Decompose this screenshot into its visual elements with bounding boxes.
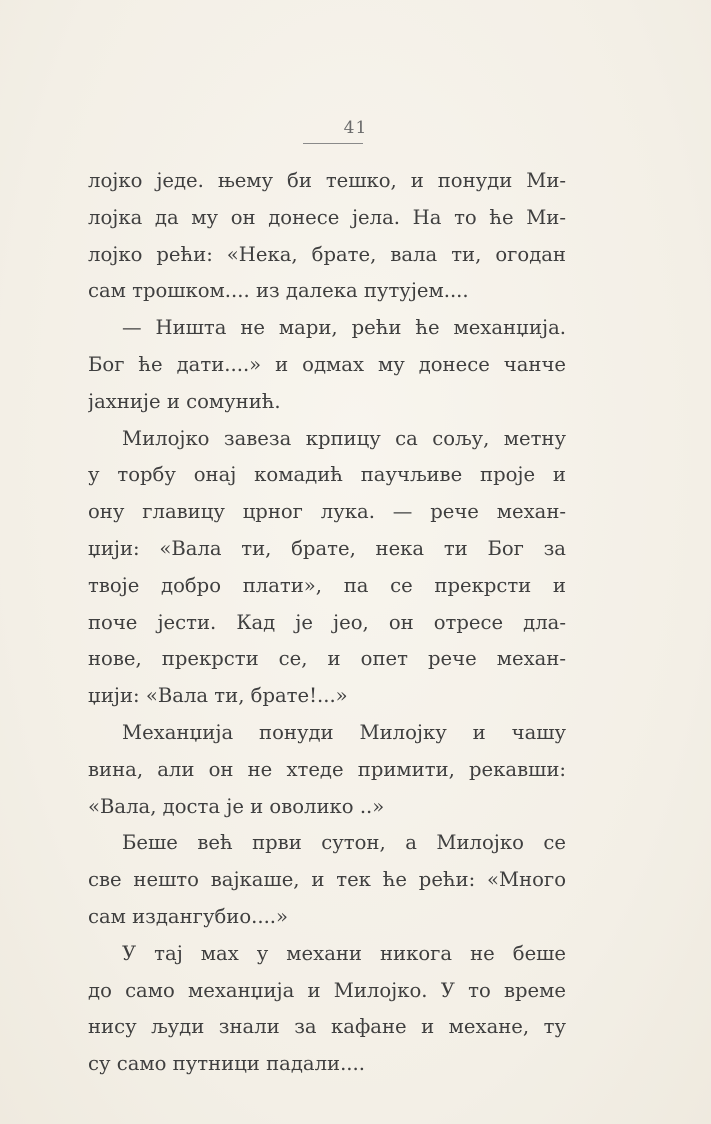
text-line: поче јести. Кад је јео, он отресе дла- — [88, 610, 566, 634]
text-line: ону главицу црног лука. — рече механ- — [88, 500, 566, 524]
text-line: лојка да му он донесе јела. На то ће Ми- — [88, 205, 566, 229]
text-line: џији: «Вала ти, брате!...» — [88, 684, 348, 708]
text-line: Бог ће дати....» и одмах му донесе чанче — [88, 352, 566, 376]
text-line: «Вала, доста је и оволико ..» — [88, 794, 385, 818]
text-line: џији: «Вала ти, брате, нека ти Бог за — [88, 536, 566, 560]
text-line: сам трошком.... из далека путујем.... — [88, 279, 469, 303]
text-line: Механџија понуди Милојку и чашу — [122, 720, 566, 744]
text-line: — Ништа не мари, рећи ће механџија. — [122, 316, 566, 340]
text-line: У тај мах у механи никога не беше — [122, 941, 566, 965]
text-line: Беше већ први сутон, а Милојко се — [122, 831, 566, 855]
text-line: сам издангубио....» — [88, 904, 289, 928]
page-number: 41 — [343, 118, 368, 138]
text-line: до само механџија и Милојко. У то време — [88, 978, 566, 1002]
text-line: нису људи знали за кафане и механе, ту — [88, 1015, 566, 1039]
text-line: су само путници падали.... — [88, 1052, 365, 1076]
text-line: вина, али он не хтеде примити, рекавши: — [88, 757, 566, 781]
body-text — [88, 163, 566, 1083]
page-number-rule — [303, 143, 363, 144]
text-line: Милојко завеза крпицу са сољу, метну — [122, 426, 566, 450]
text-line: у торбу онај комадић паучљиве проје и — [88, 463, 566, 487]
text-line: лојко једе. њему би тешко, и понуди Ми- — [88, 169, 566, 192]
text-line: све нешто вајкаше, и тек ће рећи: «Много — [88, 868, 566, 892]
text-line: лојко рећи: «Нека, брате, вала ти, огодан — [88, 242, 566, 266]
text-line: твоје добро плати», па се прекрсти и — [88, 573, 566, 597]
text-line: јахније и сомунић. — [88, 389, 281, 413]
text-line: нове, прекрсти се, и опет рече механ- — [88, 647, 566, 671]
